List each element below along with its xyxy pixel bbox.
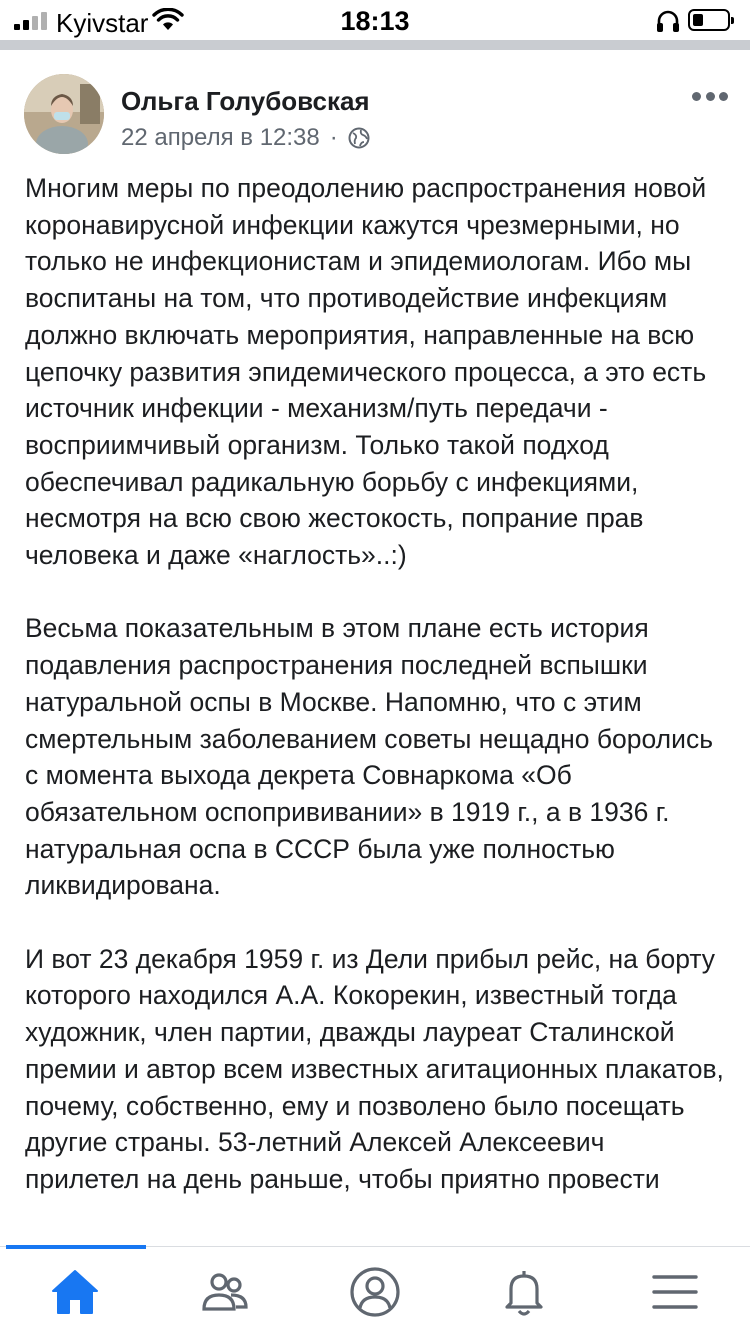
home-icon[interactable]: [48, 1265, 102, 1319]
friends-icon[interactable]: [198, 1265, 252, 1319]
notifications-icon[interactable]: [497, 1265, 551, 1319]
avatar-photo: [24, 74, 104, 154]
battery-level: [693, 14, 703, 26]
post-paragraph: Весьма показательным в этом плане есть история подавления распространения последней вспышки натуральной оспы в Москве. Напомню, что с этим смертельным заболеванием советы нещадно боролись с момента выхода декрета Совнаркома «Об обязательном оспопрививании» в 1919 г., а в 1936 г. натуральная оспа в СССР была уже полностью ликвидирована.: [25, 613, 714, 901]
post-paragraph: И вот 23 декабря 1959 г. из Дели прибыл рейс, на борту которого находился А.А. Кокорекин, известный тогда художник, член партии, дважды лауреат Сталинской премии и автор всем известных агитационных плакатов, почему, собственно, ему и позволено было посещать другие страны. 53-летний Алексей Алексеевич прилетел на день раньше, чтобы приятно провести: [25, 943, 724, 1194]
author-name[interactable]: Ольга Голубовская: [121, 86, 370, 116]
post-paragraph: Многим меры по преодолению распространения новой коронавирусной инфекции кажутся чрезмерными, но только не инфекционистам и эпидемиологам. Ибо мы воспитаны на том, что противодействие инфекциям должно включать мероприятия, направленные на всю цепочку развития эпидемического процесса, а это есть источник инфекции - механизм/путь передачи - восприимчивый организм. Только такой подход обеспечивал радикальную борьбу с инфекциями, несмотря на всю свою жестокость, попрание прав человека и даже «наглость»..:): [25, 173, 707, 571]
battery-icon: [688, 9, 730, 31]
active-tab-indicator: [6, 1245, 146, 1249]
clock: 18:13: [340, 6, 410, 36]
post-body: [25, 170, 725, 1234]
more-options-icon[interactable]: [692, 92, 728, 102]
status-bar: [0, 0, 750, 40]
carrier-name: Kyivstar: [56, 8, 149, 38]
bottom-nav: [0, 1246, 750, 1334]
author-avatar[interactable]: [24, 74, 104, 154]
meta-separator: ·: [329, 124, 338, 151]
top-divider: [0, 40, 750, 50]
post-meta: [121, 124, 370, 152]
profile-icon[interactable]: [348, 1265, 402, 1319]
globe-icon: [348, 127, 370, 149]
headphones-icon: [656, 10, 680, 32]
post-timestamp[interactable]: 22 апреля в 12:38: [121, 124, 320, 151]
menu-icon[interactable]: [648, 1265, 702, 1319]
